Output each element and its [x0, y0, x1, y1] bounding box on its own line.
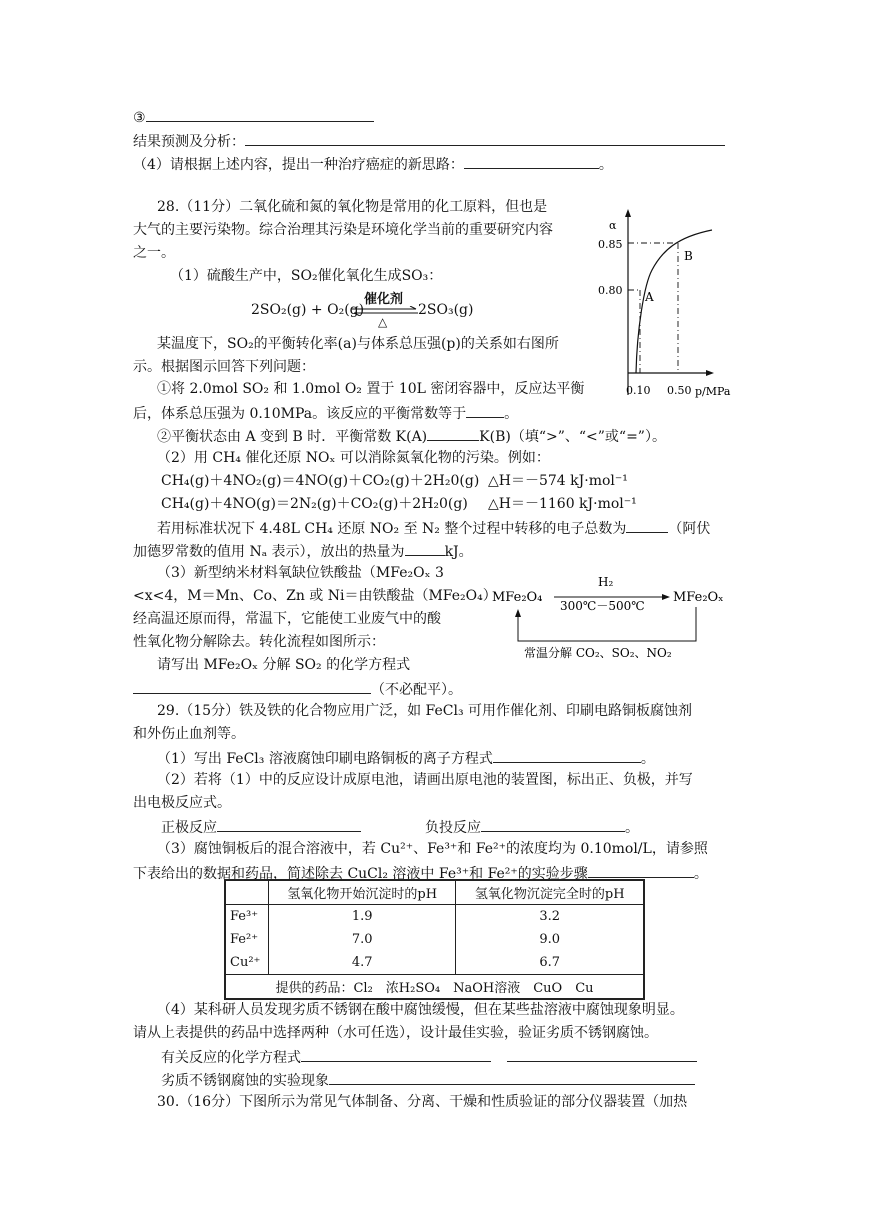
start-ph-column: [269, 905, 456, 975]
q28-p2-1: 某温度下，SO₂的平衡转化率(a)与体系总压强(p)的关系如右图所: [157, 336, 559, 352]
table-cell: 7.0: [351, 932, 373, 947]
eq-right: 2SO₃(g): [418, 302, 474, 318]
point-b-label: B: [684, 249, 693, 263]
answer-blank: [133, 679, 371, 694]
q28-s1-2: 后，体系总压强为 0.10MPa。该反应的平衡常数等于 。: [133, 403, 518, 423]
answer-blank: [146, 107, 374, 122]
q29-p4-eq: 有关反应的化学方程式: [161, 1047, 697, 1067]
y-tick: 0.85: [598, 238, 623, 251]
table-cell: Cu²⁺: [230, 955, 261, 970]
conversion-pressure-graph: [592, 205, 742, 405]
q28-intro-2: 大气的主要污染物。综合治理其污染是环境化学当前的重要研究内容: [133, 222, 553, 238]
table-cell: 4.7: [351, 955, 373, 970]
q28-s2: ②平衡状态由 A 变到 B 时．平衡常数 K(A) K(B)（填“>”、“<”或“=”）。: [157, 426, 666, 446]
q29-p4-obs: 劣质不锈钢腐蚀的实验现象: [161, 1070, 695, 1090]
q29-l2: 和外伤止血剂等。: [133, 726, 245, 742]
table-header-row: [225, 880, 644, 905]
result-line: [133, 131, 725, 151]
heat-label: △: [378, 315, 388, 329]
eq-b: CH₄(g)＋4NO(g)＝2N₂(g)＋CO₂(g)＋2H₂0(g): [161, 496, 468, 512]
q28-q3-1: （3）新型纳米材料氧缺位铁酸盐（MFe₂Oₓ 3: [157, 565, 444, 581]
item3-marker: ③: [133, 110, 146, 126]
table-cell: 1.9: [351, 909, 373, 924]
x-axis-label: p/MPa: [695, 385, 731, 398]
column-header: 氢氧化物沉淀完全时的pH: [456, 880, 644, 905]
table-cell: 6.7: [539, 955, 561, 970]
q29-p4-1: （4）某科研人员发现劣质不锈钢在酸中腐蚀缓慢，但在某些盐溶液中腐蚀现象明显。: [157, 1002, 684, 1018]
flow-temp: 300℃－500℃: [560, 599, 645, 613]
x-tick: 0.50: [667, 384, 692, 397]
q28-intro-3: 之一。: [133, 245, 175, 261]
answer-blank: [217, 817, 361, 832]
complete-ph-column: [456, 905, 644, 975]
answer-blank: [466, 403, 504, 418]
answer-blank: [588, 863, 694, 878]
q28-q3-3: 经高温还原而得，常温下，它能使工业废气中的酸: [133, 611, 441, 627]
y-tick: 0.80: [598, 284, 623, 297]
flow-top: H₂: [598, 575, 614, 589]
answer-blank: [507, 1047, 697, 1062]
flow-left: MFe₂O₄: [492, 590, 543, 605]
answer-blank: [464, 154, 599, 169]
answer-blank: [626, 518, 668, 533]
q28-intro-1: 28.（11分）二氧化硫和氮的氧化物是常用的化工原料，但也是: [157, 199, 548, 215]
eq-left: 2SO₂(g) + O₂(g): [251, 302, 365, 318]
table-cell: 3.2: [539, 909, 561, 924]
q28-q3-4: 性氧化物分解除去。转化流程如图所示：: [133, 634, 385, 650]
q29-electrodes: 正极反应 负投反应 。: [161, 817, 639, 837]
q28-part1: （1）硫酸生产中，SO₂催化氧化生成SO₃：: [170, 268, 443, 284]
q28-q3-2: <x<4，M＝Mn、Co、Zn 或 Ni＝由铁酸盐（MFe₂O₄）: [133, 588, 497, 604]
q28-q3-5: 请写出 MFe₂Oₓ 分解 SO₂ 的化学方程式: [157, 657, 411, 673]
q4-text: （4）请根据上述内容，提出一种治疗癌症的新思路：: [133, 157, 464, 173]
reagents-cell: 提供的药品：Cl₂ 浓H₂SO₄ NaOH溶液 CuO Cu: [225, 975, 644, 1000]
answer-blank: [493, 748, 641, 763]
table-cell: Fe²⁺: [230, 932, 259, 947]
q28-q3-6: （不必配平）。: [133, 679, 462, 699]
answer-blank: [329, 1070, 695, 1085]
q28-p2-2: 示。根据图示回答下列问题：: [133, 359, 315, 375]
table-cell: 9.0: [539, 932, 561, 947]
flow-right: MFe₂Oₓ: [673, 590, 724, 605]
so2-equation: [251, 301, 364, 319]
answer-blank: [481, 817, 625, 832]
q30-l1: 30.（16分）下图所示为常见气体制备、分离、干燥和性质验证的部分仪器装置（加热: [157, 1094, 688, 1110]
eq-a: CH₄(g)＋4NO₂(g)＝4NO(g)＋CO₂(g)＋2H₂0(g): [161, 473, 480, 489]
answer-blank: [301, 1047, 491, 1062]
table-body: [225, 905, 644, 975]
item3-line: [133, 107, 374, 127]
q29-p4-2: 请从上表提供的药品中选择两种（水可任选），设计最佳实验，验证劣质不锈钢腐蚀。: [133, 1025, 658, 1041]
q28-q2: （2）用 CH₄ 催化还原 NOₓ 可以消除氮氧化物的污染。例如：: [157, 450, 550, 466]
hydroxide-ph-table: [224, 879, 645, 1000]
answer-blank: [245, 131, 725, 146]
q29-p3-2: 下表给出的数据和药品，简述除去 CuCl₂ 溶液中 Fe³⁺和 Fe²⁺的实验步骤 。: [133, 863, 708, 883]
conversion-flow-diagram: [488, 575, 728, 665]
q28-s1-1: ①将 2.0mol SO₂ 和 1.0mol O₂ 置于 10L 密闭容器中，反应达平衡: [157, 381, 585, 397]
flow-bottom: 常温分解 CO₂、SO₂、NO₂: [524, 646, 672, 660]
result-label: 结果预测及分析：: [133, 134, 245, 150]
q29-l1: 29.（15分）铁及铁的化合物应用广泛，如 FeCl₃ 可用作催化剂、印刷电路铜板腐蚀剂: [157, 703, 693, 719]
q29-p1: （1）写出 FeCl₃ 溶液腐蚀印刷电路铜板的离子方程式 。: [157, 748, 655, 768]
table-cell: Fe³⁺: [230, 909, 259, 924]
table-footer-row: [225, 975, 644, 1000]
eq-a-dh: △H＝－574 kJ·mol⁻¹: [488, 473, 628, 489]
q28-q2b-1: 若用标准状况下 4.48L CH₄ 还原 NO₂ 至 N₂ 整个过程中转移的电子总数为 （阿伏: [157, 518, 710, 538]
answer-blank: [405, 541, 445, 556]
q28-q2b-2: 加德罗常数的值用 Nₐ 表示），放出的热量为 kJ。: [133, 541, 473, 561]
answer-blank: [427, 426, 479, 441]
q29-p3-1: （3）腐蚀铜板后的混合溶液中，若 Cu²⁺、Fe³⁺和 Fe²⁺的浓度均为 0.10mol/L，请参照: [157, 841, 708, 857]
point-a-label: A: [645, 290, 654, 304]
column-header: 氢氧化物开始沉淀时的pH: [269, 880, 456, 905]
q29-p2-2: 出电极反应式。: [133, 795, 231, 811]
ion-column: [225, 905, 269, 975]
q4-line: （4）请根据上述内容，提出一种治疗癌症的新思路： 。: [133, 154, 613, 174]
q29-p2-1: （2）若将（1）中的反应设计成原电池，请画出原电池的装置图，标出正、负极，并写: [157, 772, 693, 788]
eq-b-dh: △H＝－1160 kJ·mol⁻¹: [488, 496, 637, 512]
y-axis-label: α: [609, 219, 617, 232]
x-tick: 0.10: [626, 384, 651, 397]
catalyst-label: 催化剂: [364, 292, 404, 307]
